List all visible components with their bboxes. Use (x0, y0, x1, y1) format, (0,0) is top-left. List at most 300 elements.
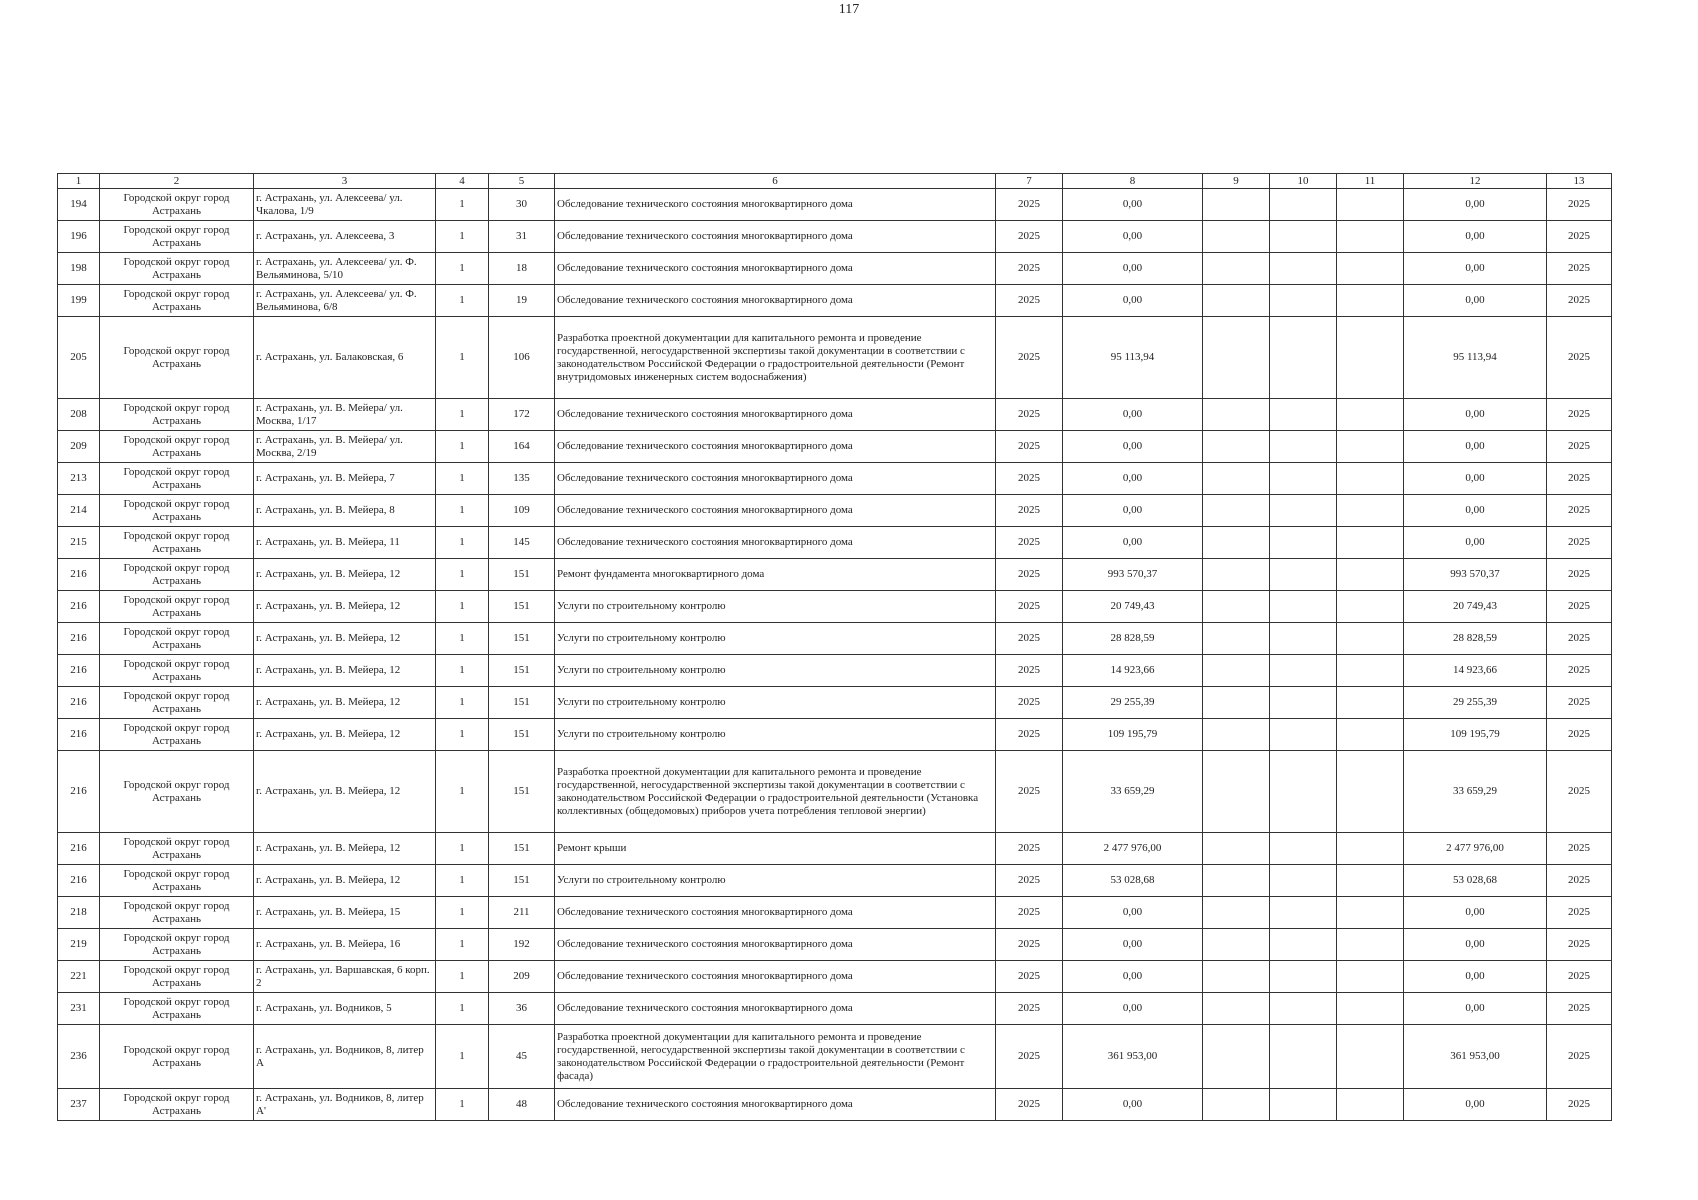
row-number-cell: 218 (58, 897, 100, 929)
col-13-year-cell: 2025 (1547, 751, 1612, 833)
col-10-cell (1270, 285, 1337, 317)
col-13-year-cell: 2025 (1547, 865, 1612, 897)
col-10-cell (1270, 655, 1337, 687)
work-type-cell: Обследование технического состояния многоквартирного дома (555, 285, 996, 317)
work-type-cell: Обследование технического состояния многоквартирного дома (555, 463, 996, 495)
col-9-cell (1203, 253, 1270, 285)
col-13-year-cell: 2025 (1547, 253, 1612, 285)
table-row (58, 527, 1612, 559)
column-header-4: 4 (436, 174, 489, 189)
col-11-cell (1337, 527, 1404, 559)
col-4-cell: 1 (436, 833, 489, 865)
year-cell: 2025 (996, 285, 1063, 317)
year-cell: 2025 (996, 527, 1063, 559)
col-11-cell (1337, 719, 1404, 751)
address-cell: г. Астрахань, ул. В. Мейера, 12 (254, 833, 436, 865)
col-10-cell (1270, 189, 1337, 221)
row-number-cell: 198 (58, 253, 100, 285)
table-row (58, 189, 1612, 221)
col-12-amount-cell: 0,00 (1404, 495, 1547, 527)
work-type-cell: Услуги по строительному контролю (555, 865, 996, 897)
row-number-cell: 216 (58, 751, 100, 833)
col-13-year-cell: 2025 (1547, 559, 1612, 591)
table-row (58, 719, 1612, 751)
address-cell: г. Астрахань, ул. В. Мейера, 15 (254, 897, 436, 929)
row-number-cell: 219 (58, 929, 100, 961)
amount-cell: 20 749,43 (1063, 591, 1203, 623)
col-4-cell: 1 (436, 559, 489, 591)
year-cell: 2025 (996, 961, 1063, 993)
col-10-cell (1270, 751, 1337, 833)
row-number-cell: 216 (58, 591, 100, 623)
municipality-cell: Городской округ город Астрахань (100, 993, 254, 1025)
year-cell: 2025 (996, 399, 1063, 431)
col-4-cell: 1 (436, 751, 489, 833)
work-type-cell: Услуги по строительному контролю (555, 655, 996, 687)
col-5-cell: 109 (489, 495, 555, 527)
col-4-cell: 1 (436, 1089, 489, 1121)
table-row (58, 961, 1612, 993)
address-cell: г. Астрахань, ул. В. Мейера, 12 (254, 655, 436, 687)
col-12-amount-cell: 109 195,79 (1404, 719, 1547, 751)
col-13-year-cell: 2025 (1547, 221, 1612, 253)
col-5-cell: 48 (489, 1089, 555, 1121)
col-12-amount-cell: 0,00 (1404, 221, 1547, 253)
col-12-amount-cell: 0,00 (1404, 463, 1547, 495)
col-11-cell (1337, 431, 1404, 463)
col-13-year-cell: 2025 (1547, 719, 1612, 751)
work-type-cell: Услуги по строительному контролю (555, 687, 996, 719)
col-12-amount-cell: 0,00 (1404, 431, 1547, 463)
col-11-cell (1337, 897, 1404, 929)
work-type-cell: Обследование технического состояния многоквартирного дома (555, 221, 996, 253)
col-13-year-cell: 2025 (1547, 623, 1612, 655)
col-13-year-cell: 2025 (1547, 527, 1612, 559)
municipality-cell: Городской округ город Астрахань (100, 559, 254, 591)
column-header-10: 10 (1270, 174, 1337, 189)
table-row (58, 591, 1612, 623)
table-row (58, 463, 1612, 495)
col-11-cell (1337, 591, 1404, 623)
col-13-year-cell: 2025 (1547, 961, 1612, 993)
amount-cell: 53 028,68 (1063, 865, 1203, 897)
address-cell: г. Астрахань, ул. Водников, 8, литер А (254, 1025, 436, 1089)
col-9-cell (1203, 719, 1270, 751)
col-12-amount-cell: 14 923,66 (1404, 655, 1547, 687)
table-row (58, 253, 1612, 285)
amount-cell: 14 923,66 (1063, 655, 1203, 687)
column-header-6: 6 (555, 174, 996, 189)
amount-cell: 0,00 (1063, 399, 1203, 431)
col-9-cell (1203, 189, 1270, 221)
col-11-cell (1337, 1089, 1404, 1121)
col-13-year-cell: 2025 (1547, 1089, 1612, 1121)
col-9-cell (1203, 961, 1270, 993)
col-13-year-cell: 2025 (1547, 285, 1612, 317)
col-10-cell (1270, 865, 1337, 897)
col-5-cell: 151 (489, 719, 555, 751)
col-5-cell: 172 (489, 399, 555, 431)
col-4-cell: 1 (436, 655, 489, 687)
work-type-cell: Услуги по строительному контролю (555, 591, 996, 623)
address-cell: г. Астрахань, ул. В. Мейера, 12 (254, 719, 436, 751)
col-11-cell (1337, 399, 1404, 431)
table-row (58, 623, 1612, 655)
amount-cell: 993 570,37 (1063, 559, 1203, 591)
municipality-cell: Городской округ город Астрахань (100, 1025, 254, 1089)
col-10-cell (1270, 833, 1337, 865)
municipality-cell: Городской округ город Астрахань (100, 253, 254, 285)
col-5-cell: 106 (489, 317, 555, 399)
amount-cell: 0,00 (1063, 431, 1203, 463)
col-10-cell (1270, 317, 1337, 399)
row-number-cell: 199 (58, 285, 100, 317)
address-cell: г. Астрахань, ул. Алексеева/ ул. Ф. Вельяминова, 5/10 (254, 253, 436, 285)
year-cell: 2025 (996, 623, 1063, 655)
col-11-cell (1337, 559, 1404, 591)
amount-cell: 0,00 (1063, 285, 1203, 317)
column-header-5: 5 (489, 174, 555, 189)
col-4-cell: 1 (436, 993, 489, 1025)
year-cell: 2025 (996, 463, 1063, 495)
col-13-year-cell: 2025 (1547, 929, 1612, 961)
col-4-cell: 1 (436, 285, 489, 317)
municipality-cell: Городской округ город Астрахань (100, 751, 254, 833)
col-9-cell (1203, 431, 1270, 463)
column-header-8: 8 (1063, 174, 1203, 189)
municipality-cell: Городской округ город Астрахань (100, 897, 254, 929)
table-row (58, 559, 1612, 591)
municipality-cell: Городской округ город Астрахань (100, 623, 254, 655)
col-5-cell: 151 (489, 751, 555, 833)
municipality-cell: Городской округ город Астрахань (100, 495, 254, 527)
address-cell: г. Астрахань, ул. В. Мейера, 12 (254, 865, 436, 897)
col-9-cell (1203, 623, 1270, 655)
col-12-amount-cell: 0,00 (1404, 961, 1547, 993)
row-number-cell: 196 (58, 221, 100, 253)
municipality-cell: Городской округ город Астрахань (100, 591, 254, 623)
column-header-11: 11 (1337, 174, 1404, 189)
capital-repair-table (57, 173, 1612, 1121)
table-row (58, 221, 1612, 253)
row-number-cell: 231 (58, 993, 100, 1025)
year-cell: 2025 (996, 221, 1063, 253)
col-9-cell (1203, 929, 1270, 961)
municipality-cell: Городской округ город Астрахань (100, 189, 254, 221)
work-type-cell: Обследование технического состояния многоквартирного дома (555, 399, 996, 431)
col-11-cell (1337, 1025, 1404, 1089)
col-13-year-cell: 2025 (1547, 993, 1612, 1025)
col-5-cell: 209 (489, 961, 555, 993)
col-10-cell (1270, 1089, 1337, 1121)
work-type-cell: Разработка проектной документации для капитального ремонта и проведение государственной, негосударственной экспертизы такой документации в соответствии с законодательством Российской Федерации о градостроительной деятельности (Установка коллективных (общедомовых) приборов учета потребления тепловой энергии) (555, 751, 996, 833)
col-5-cell: 18 (489, 253, 555, 285)
col-13-year-cell: 2025 (1547, 687, 1612, 719)
work-type-cell: Услуги по строительному контролю (555, 719, 996, 751)
column-header-1: 1 (58, 174, 100, 189)
work-type-cell: Обследование технического состояния многоквартирного дома (555, 495, 996, 527)
col-9-cell (1203, 527, 1270, 559)
address-cell: г. Астрахань, ул. Алексеева/ ул. Ф. Вельяминова, 6/8 (254, 285, 436, 317)
col-11-cell (1337, 189, 1404, 221)
col-10-cell (1270, 559, 1337, 591)
address-cell: г. Астрахань, ул. Водников, 5 (254, 993, 436, 1025)
table-row (58, 1025, 1612, 1089)
amount-cell: 0,00 (1063, 221, 1203, 253)
col-5-cell: 192 (489, 929, 555, 961)
address-cell: г. Астрахань, ул. Водников, 8, литер А' (254, 1089, 436, 1121)
work-type-cell: Обследование технического состояния многоквартирного дома (555, 897, 996, 929)
year-cell: 2025 (996, 317, 1063, 399)
col-11-cell (1337, 655, 1404, 687)
year-cell: 2025 (996, 719, 1063, 751)
row-number-cell: 213 (58, 463, 100, 495)
col-10-cell (1270, 961, 1337, 993)
row-number-cell: 236 (58, 1025, 100, 1089)
col-5-cell: 19 (489, 285, 555, 317)
address-cell: г. Астрахань, ул. В. Мейера, 12 (254, 559, 436, 591)
table-header-row (58, 174, 1612, 189)
col-11-cell (1337, 463, 1404, 495)
work-type-cell: Разработка проектной документации для капитального ремонта и проведение государственной, негосударственной экспертизы такой документации в соответствии с законодательством Российской Федерации о градостроительной деятельности (Ремонт фасада) (555, 1025, 996, 1089)
year-cell: 2025 (996, 929, 1063, 961)
table-row (58, 285, 1612, 317)
col-9-cell (1203, 285, 1270, 317)
col-4-cell: 1 (436, 1025, 489, 1089)
col-13-year-cell: 2025 (1547, 1025, 1612, 1089)
amount-cell: 0,00 (1063, 463, 1203, 495)
table-row (58, 431, 1612, 463)
row-number-cell: 216 (58, 559, 100, 591)
col-12-amount-cell: 0,00 (1404, 993, 1547, 1025)
municipality-cell: Городской округ город Астрахань (100, 655, 254, 687)
col-4-cell: 1 (436, 399, 489, 431)
work-type-cell: Разработка проектной документации для капитального ремонта и проведение государственной, негосударственной экспертизы такой документации в соответствии с законодательством Российской Федерации о градостроительной деятельности (Ремонт внутридомовых инженерных систем водоснабжения) (555, 317, 996, 399)
col-13-year-cell: 2025 (1547, 495, 1612, 527)
col-12-amount-cell: 20 749,43 (1404, 591, 1547, 623)
col-11-cell (1337, 317, 1404, 399)
row-number-cell: 208 (58, 399, 100, 431)
amount-cell: 0,00 (1063, 495, 1203, 527)
col-12-amount-cell: 0,00 (1404, 399, 1547, 431)
col-5-cell: 135 (489, 463, 555, 495)
column-header-3: 3 (254, 174, 436, 189)
table-row (58, 317, 1612, 399)
municipality-cell: Городской округ город Астрахань (100, 687, 254, 719)
col-4-cell: 1 (436, 929, 489, 961)
column-header-12: 12 (1404, 174, 1547, 189)
col-4-cell: 1 (436, 961, 489, 993)
col-12-amount-cell: 0,00 (1404, 189, 1547, 221)
col-9-cell (1203, 751, 1270, 833)
row-number-cell: 216 (58, 623, 100, 655)
amount-cell: 109 195,79 (1063, 719, 1203, 751)
work-type-cell: Услуги по строительному контролю (555, 623, 996, 655)
work-type-cell: Обследование технического состояния многоквартирного дома (555, 431, 996, 463)
col-12-amount-cell: 0,00 (1404, 1089, 1547, 1121)
amount-cell: 0,00 (1063, 1089, 1203, 1121)
year-cell: 2025 (996, 751, 1063, 833)
address-cell: г. Астрахань, ул. В. Мейера, 8 (254, 495, 436, 527)
municipality-cell: Городской округ город Астрахань (100, 833, 254, 865)
col-13-year-cell: 2025 (1547, 655, 1612, 687)
row-number-cell: 216 (58, 719, 100, 751)
col-9-cell (1203, 463, 1270, 495)
municipality-cell: Городской округ город Астрахань (100, 221, 254, 253)
col-4-cell: 1 (436, 527, 489, 559)
municipality-cell: Городской округ город Астрахань (100, 399, 254, 431)
col-10-cell (1270, 495, 1337, 527)
col-12-amount-cell: 33 659,29 (1404, 751, 1547, 833)
year-cell: 2025 (996, 1025, 1063, 1089)
municipality-cell: Городской округ город Астрахань (100, 527, 254, 559)
col-10-cell (1270, 221, 1337, 253)
col-9-cell (1203, 221, 1270, 253)
year-cell: 2025 (996, 1089, 1063, 1121)
work-type-cell: Обследование технического состояния многоквартирного дома (555, 527, 996, 559)
col-10-cell (1270, 897, 1337, 929)
col-13-year-cell: 2025 (1547, 431, 1612, 463)
work-type-cell: Обследование технического состояния многоквартирного дома (555, 993, 996, 1025)
table-row (58, 865, 1612, 897)
col-4-cell: 1 (436, 623, 489, 655)
col-9-cell (1203, 591, 1270, 623)
col-5-cell: 151 (489, 687, 555, 719)
col-9-cell (1203, 993, 1270, 1025)
col-4-cell: 1 (436, 719, 489, 751)
amount-cell: 95 113,94 (1063, 317, 1203, 399)
municipality-cell: Городской округ город Астрахань (100, 1089, 254, 1121)
col-9-cell (1203, 1025, 1270, 1089)
col-10-cell (1270, 687, 1337, 719)
row-number-cell: 194 (58, 189, 100, 221)
amount-cell: 33 659,29 (1063, 751, 1203, 833)
year-cell: 2025 (996, 495, 1063, 527)
col-12-amount-cell: 361 953,00 (1404, 1025, 1547, 1089)
col-12-amount-cell: 0,00 (1404, 929, 1547, 961)
table-row (58, 655, 1612, 687)
amount-cell: 0,00 (1063, 897, 1203, 929)
page-number: 117 (838, 2, 860, 17)
col-9-cell (1203, 655, 1270, 687)
col-9-cell (1203, 897, 1270, 929)
col-11-cell (1337, 833, 1404, 865)
col-12-amount-cell: 53 028,68 (1404, 865, 1547, 897)
year-cell: 2025 (996, 897, 1063, 929)
amount-cell: 29 255,39 (1063, 687, 1203, 719)
row-number-cell: 216 (58, 687, 100, 719)
col-5-cell: 31 (489, 221, 555, 253)
address-cell: г. Астрахань, ул. В. Мейера, 7 (254, 463, 436, 495)
col-5-cell: 30 (489, 189, 555, 221)
address-cell: г. Астрахань, ул. Алексеева, 3 (254, 221, 436, 253)
column-header-7: 7 (996, 174, 1063, 189)
work-type-cell: Обследование технического состояния многоквартирного дома (555, 1089, 996, 1121)
row-number-cell: 214 (58, 495, 100, 527)
col-13-year-cell: 2025 (1547, 591, 1612, 623)
column-header-9: 9 (1203, 174, 1270, 189)
col-5-cell: 151 (489, 655, 555, 687)
col-5-cell: 211 (489, 897, 555, 929)
col-12-amount-cell: 993 570,37 (1404, 559, 1547, 591)
table-row (58, 897, 1612, 929)
col-4-cell: 1 (436, 317, 489, 399)
col-12-amount-cell: 95 113,94 (1404, 317, 1547, 399)
amount-cell: 2 477 976,00 (1063, 833, 1203, 865)
address-cell: г. Астрахань, ул. В. Мейера/ ул. Москва, 1/17 (254, 399, 436, 431)
col-4-cell: 1 (436, 591, 489, 623)
work-type-cell: Обследование технического состояния многоквартирного дома (555, 189, 996, 221)
col-10-cell (1270, 993, 1337, 1025)
col-11-cell (1337, 495, 1404, 527)
col-10-cell (1270, 623, 1337, 655)
column-header-13: 13 (1547, 174, 1612, 189)
table-row (58, 751, 1612, 833)
work-type-cell: Обследование технического состояния многоквартирного дома (555, 929, 996, 961)
row-number-cell: 215 (58, 527, 100, 559)
col-13-year-cell: 2025 (1547, 463, 1612, 495)
col-5-cell: 45 (489, 1025, 555, 1089)
col-11-cell (1337, 751, 1404, 833)
municipality-cell: Городской округ город Астрахань (100, 961, 254, 993)
municipality-cell: Городской округ город Астрахань (100, 317, 254, 399)
municipality-cell: Городской округ город Астрахань (100, 865, 254, 897)
row-number-cell: 216 (58, 865, 100, 897)
address-cell: г. Астрахань, ул. В. Мейера, 12 (254, 623, 436, 655)
year-cell: 2025 (996, 591, 1063, 623)
year-cell: 2025 (996, 431, 1063, 463)
col-9-cell (1203, 317, 1270, 399)
address-cell: г. Астрахань, ул. В. Мейера, 12 (254, 687, 436, 719)
row-number-cell: 216 (58, 833, 100, 865)
column-header-2: 2 (100, 174, 254, 189)
address-cell: г. Астрахань, ул. Алексеева/ ул. Чкалова, 1/9 (254, 189, 436, 221)
col-4-cell: 1 (436, 463, 489, 495)
col-4-cell: 1 (436, 687, 489, 719)
row-number-cell: 209 (58, 431, 100, 463)
amount-cell: 28 828,59 (1063, 623, 1203, 655)
col-11-cell (1337, 285, 1404, 317)
municipality-cell: Городской округ город Астрахань (100, 431, 254, 463)
col-13-year-cell: 2025 (1547, 317, 1612, 399)
col-9-cell (1203, 495, 1270, 527)
row-number-cell: 221 (58, 961, 100, 993)
col-5-cell: 151 (489, 623, 555, 655)
col-9-cell (1203, 865, 1270, 897)
address-cell: г. Астрахань, ул. В. Мейера, 16 (254, 929, 436, 961)
col-4-cell: 1 (436, 897, 489, 929)
col-4-cell: 1 (436, 431, 489, 463)
address-cell: г. Астрахань, ул. Балаковская, 6 (254, 317, 436, 399)
col-13-year-cell: 2025 (1547, 897, 1612, 929)
col-5-cell: 145 (489, 527, 555, 559)
work-type-cell: Ремонт фундамента многоквартирного дома (555, 559, 996, 591)
col-12-amount-cell: 28 828,59 (1404, 623, 1547, 655)
col-5-cell: 151 (489, 591, 555, 623)
table-row (58, 1089, 1612, 1121)
amount-cell: 0,00 (1063, 253, 1203, 285)
table-row (58, 687, 1612, 719)
col-9-cell (1203, 559, 1270, 591)
address-cell: г. Астрахань, ул. В. Мейера, 11 (254, 527, 436, 559)
col-11-cell (1337, 961, 1404, 993)
row-number-cell: 216 (58, 655, 100, 687)
col-13-year-cell: 2025 (1547, 189, 1612, 221)
col-4-cell: 1 (436, 221, 489, 253)
municipality-cell: Городской округ город Астрахань (100, 463, 254, 495)
col-5-cell: 151 (489, 865, 555, 897)
address-cell: г. Астрахань, ул. В. Мейера, 12 (254, 591, 436, 623)
